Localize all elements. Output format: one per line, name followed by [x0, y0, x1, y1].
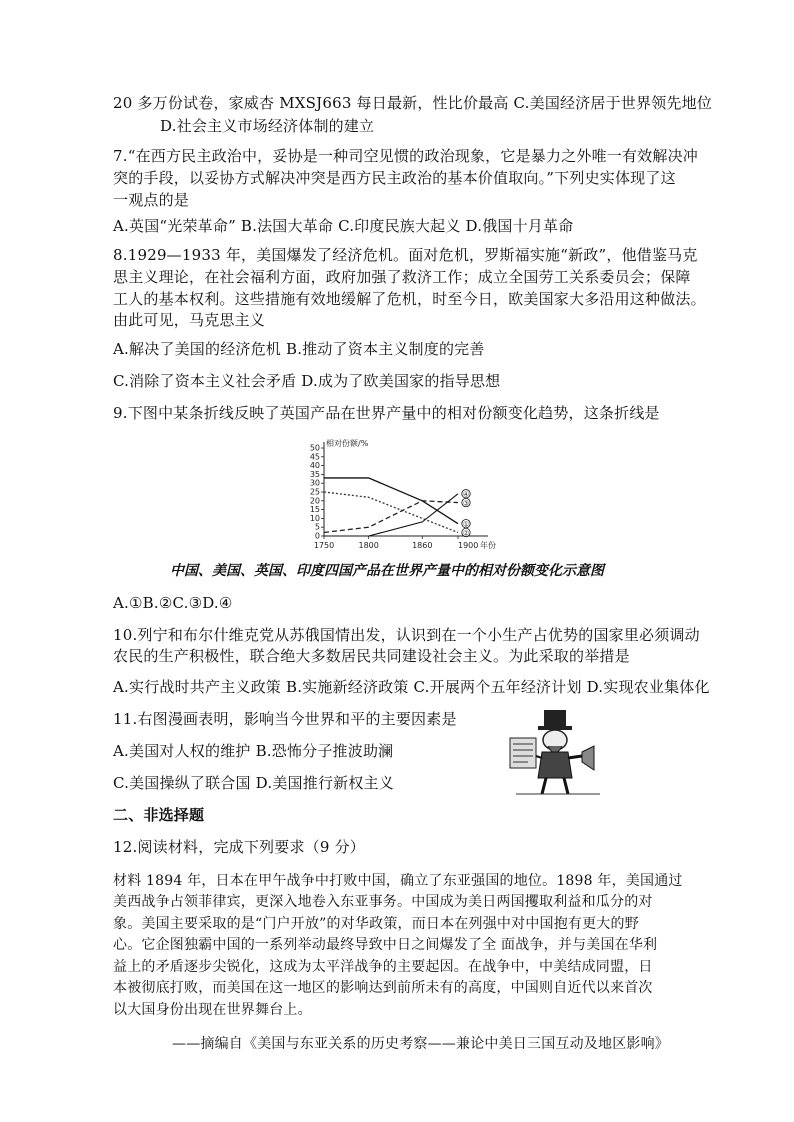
- q8-options-cd: C.消除了资本主义社会矛盾 D.成为了欧美国家的指导思想: [113, 372, 501, 390]
- q10-options: A.实行战时共产主义政策 B.实施新经济政策 C.开展两个五年经济计划 D.实现农业集体化: [113, 678, 710, 696]
- material-line-5: 益上的矛盾逐步尖锐化，这成为太平洋战争的主要起因。在战争中，中美结成同盟，日: [113, 959, 653, 975]
- q7-stem-2: 突的手段，以妥协方式解决冲突是西方民主政治的基本价值取向。”下列史实体现了这: [113, 169, 676, 187]
- y-tick-label: 15: [309, 505, 320, 515]
- y-tick-label: 45: [309, 452, 320, 462]
- y-tick-label: 30: [309, 478, 320, 488]
- q9-options: A.①B.②C.③D.④: [113, 594, 233, 612]
- header-line-1: 20 多万份试卷，家威杏 MXSJ663 每日最新，性比价最高 C.美国经济居于世界领先地位: [113, 94, 713, 112]
- material-line-7: 以大国身份出现在世界舞台上。: [113, 1002, 312, 1018]
- y-tick-label: 40: [309, 461, 320, 471]
- q8-stem-2: 思主义理论，在社会福利方面，政府加强了救济工作；成立全国劳工关系委员会；保障: [113, 268, 691, 286]
- q11-stem: 11.右图漫画表明，影响当今世界和平的主要因素是: [113, 710, 457, 728]
- y-axis-label: 相对份额/%: [326, 439, 369, 448]
- q8-stem-3: 工人的基本权利。这些措施有效地缓解了危机，时至今日，欧美国家大多沿用这种做法。: [113, 290, 706, 308]
- series-line-1: [324, 478, 458, 524]
- section-2-title: 二、非选择题: [113, 806, 205, 824]
- chart-caption: 中国、美国、英国、印度四国产品在世界产量中的相对份额变化示意图: [170, 563, 604, 579]
- q11-options-ab: A.美国对人权的维护 B.恐怖分子推波助澜: [113, 742, 394, 760]
- y-tick-label: 35: [309, 469, 320, 479]
- q8-stem-1: 8.1929—1933 年，美国爆发了经济危机。面对危机，罗斯福实施“新政”，他借鉴马克: [113, 246, 698, 264]
- q9-stem: 9.下图中某条折线反映了英国产品在世界产量中的相对份额变化趋势，这条折线是: [113, 404, 660, 422]
- y-tick-label: 5: [314, 522, 320, 532]
- y-tick-label: 25: [309, 487, 320, 497]
- q11-options-cd: C.美国操纵了联合国 D.美国推行新权主义: [113, 774, 394, 792]
- x-axis-label: 年份: [480, 541, 496, 550]
- y-tick-label: 10: [309, 513, 320, 523]
- series-label-1: ①: [462, 520, 470, 529]
- material-source: ——摘编自《美国与东亚关系的历史考察——兼论中美日三国互动及地区影响》: [172, 1036, 669, 1052]
- q8-options-ab: A.解决了美国的经济危机 B.推动了资本主义制度的完善: [113, 340, 485, 358]
- y-tick-label: 0: [314, 531, 320, 541]
- material-line-1: 材料 1894 年，日本在甲午战争中打败中国，确立了东亚强国的地位。1898 年，美国通过: [113, 873, 683, 889]
- q7-options: A.英国“光荣革命” B.法国大革命 C.印度民族大起义 D.俄国十月革命: [113, 217, 574, 235]
- series-label-2: ②: [462, 529, 470, 538]
- header-line-2: D.社会主义市场经济体制的建立: [160, 117, 375, 135]
- q7-stem-1: 7.“在西方民主政治中，妥协是一种司空见惯的政治现象，它是暴力之外唯一有效解决冲: [113, 147, 698, 165]
- material-line-2: 美西战争占领菲律宾，更深入地卷入东亚事务。中国成为美日两国攫取利益和瓜分的对: [113, 894, 653, 910]
- x-tick-label: 1750: [313, 541, 335, 550]
- material-line-3: 象。美国主要采取的是“门户开放”的对华政策，而日本在列强中对中国抱有更大的野: [113, 916, 639, 932]
- material-line-6: 本被彻底打败，而美国在这一地区的影响达到前所未有的高度，中国则自近代以来首次: [113, 980, 653, 996]
- x-tick-label: 1800: [358, 541, 379, 550]
- x-tick-label: 1860: [412, 541, 433, 550]
- series-label-3: ③: [462, 499, 470, 508]
- q12-stem: 12.阅读材料，完成下列要求（9 分）: [113, 838, 365, 856]
- q10-stem-1: 10.列宁和布尔什维克党从苏俄国情出发，认识到在一个小生产占优势的国家里必须调动: [113, 626, 700, 644]
- q10-stem-2: 农民的生产积极性，联合绝大多数居民共同建设社会主义。为此采取的举措是: [113, 647, 630, 665]
- series-label-4: ④: [462, 490, 470, 499]
- series-line-2: [324, 492, 458, 532]
- q8-stem-4: 由此可见，马克思主义: [113, 311, 266, 329]
- uncle-sam-cartoon: [508, 708, 608, 796]
- material-line-4: 心。它企图独霸中国的一系列举动最终导致中日之间爆发了全 面战争，并与美国在华利: [113, 937, 658, 953]
- x-tick-label: 1900: [458, 541, 479, 550]
- y-tick-label: 20: [309, 496, 320, 506]
- y-tick-label: 50: [309, 443, 320, 453]
- q7-stem-3: 一观点的是: [113, 191, 190, 209]
- share-line-chart: [300, 436, 510, 556]
